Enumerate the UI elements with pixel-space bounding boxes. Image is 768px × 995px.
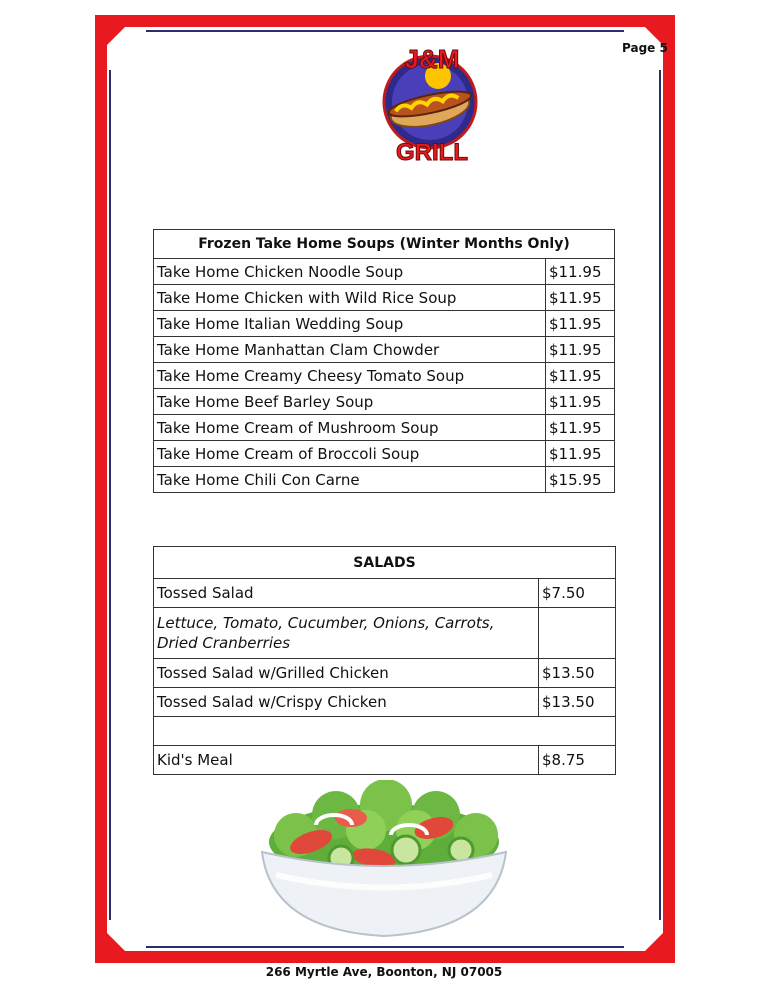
- table-row: [154, 311, 615, 337]
- salads-title: SALADS: [154, 547, 616, 579]
- table-row: [154, 259, 615, 285]
- navy-rule-right: [659, 70, 661, 920]
- table-row: [154, 688, 616, 717]
- salad-bowl-icon: [256, 780, 512, 940]
- item-price: $7.50: [539, 579, 616, 608]
- table-row: [154, 389, 615, 415]
- empty-price-cell: [539, 608, 616, 659]
- item-name: Take Home Chicken Noodle Soup: [154, 259, 546, 285]
- item-name: Take Home Cream of Broccoli Soup: [154, 441, 546, 467]
- item-name: Take Home Chicken with Wild Rice Soup: [154, 285, 546, 311]
- item-name: Take Home Chili Con Carne: [154, 467, 546, 493]
- logo-text-bottom: GRILL: [396, 139, 468, 166]
- navy-rule-left: [109, 70, 111, 920]
- item-name: Kid's Meal: [154, 746, 539, 775]
- item-price: $15.95: [546, 467, 615, 493]
- navy-rule-top: [146, 30, 624, 32]
- soups-header-row: [154, 230, 615, 259]
- table-row: [154, 337, 615, 363]
- item-name: Take Home Creamy Cheesy Tomato Soup: [154, 363, 546, 389]
- item-name: Take Home Beef Barley Soup: [154, 389, 546, 415]
- item-price: $13.50: [539, 659, 616, 688]
- item-name: Tossed Salad w/Grilled Chicken: [154, 659, 539, 688]
- item-price: $11.95: [546, 285, 615, 311]
- table-row: [154, 467, 615, 493]
- table-row: [154, 608, 616, 659]
- item-name: Tossed Salad w/Crispy Chicken: [154, 688, 539, 717]
- page-number: Page 5: [622, 41, 668, 55]
- item-price: $11.95: [546, 337, 615, 363]
- table-row: [154, 441, 615, 467]
- item-price: $11.95: [546, 363, 615, 389]
- item-name: Tossed Salad: [154, 579, 539, 608]
- soups-title: Frozen Take Home Soups (Winter Months Only): [154, 230, 615, 259]
- navy-rule-bottom: [146, 946, 624, 948]
- item-name: Take Home Italian Wedding Soup: [154, 311, 546, 337]
- item-name: Take Home Cream of Mushroom Soup: [154, 415, 546, 441]
- jm-grill-logo: [380, 42, 484, 166]
- table-row: [154, 415, 615, 441]
- item-price: $8.75: [539, 746, 616, 775]
- spacer-row: [154, 717, 616, 746]
- table-row: [154, 285, 615, 311]
- salads-header-row: [154, 547, 616, 579]
- logo-text-top: J&M: [404, 44, 460, 74]
- item-price: $11.95: [546, 441, 615, 467]
- item-price: $11.95: [546, 259, 615, 285]
- item-price: $11.95: [546, 311, 615, 337]
- salads-table: [153, 546, 616, 775]
- item-price: $11.95: [546, 389, 615, 415]
- footer-address: 266 Myrtle Ave, Boonton, NJ 07005: [265, 965, 503, 979]
- item-price: $13.50: [539, 688, 616, 717]
- item-name: Take Home Manhattan Clam Chowder: [154, 337, 546, 363]
- table-row: [154, 579, 616, 608]
- soups-table: [153, 229, 615, 493]
- table-row: [154, 746, 616, 775]
- empty-cell: [154, 717, 616, 746]
- item-price: $11.95: [546, 415, 615, 441]
- item-description: Lettuce, Tomato, Cucumber, Onions, Carrots, Dried Cranberries: [154, 608, 539, 659]
- table-row: [154, 363, 615, 389]
- table-row: [154, 659, 616, 688]
